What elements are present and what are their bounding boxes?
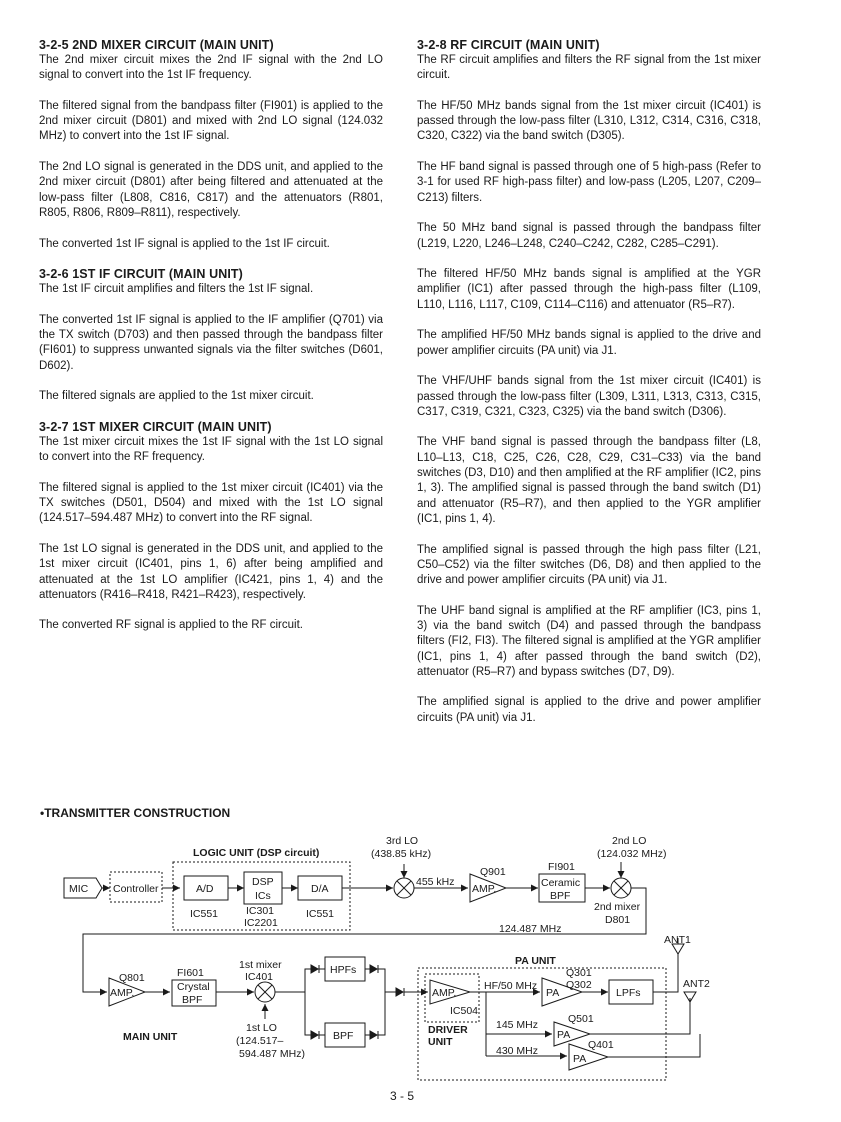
paragraph: The converted 1st IF signal is applied to the IF amplifier (Q701) via the TX switch (D703) and then passed through the bandpass filter (FI601) to suppress unwanted signals via the filter switches (D601, D602). bbox=[39, 313, 383, 372]
transmitter-block-diagram bbox=[0, 826, 841, 1086]
lo2-freq: (124.032 MHz) bbox=[597, 848, 667, 860]
mixer2-label: 2nd mixer bbox=[594, 901, 641, 913]
ant2-label: ANT2 bbox=[683, 978, 710, 990]
hf50-label: HF/50 MHz bbox=[484, 980, 538, 992]
section-2nd-mixer bbox=[39, 38, 383, 252]
q801-label: Q801 bbox=[119, 972, 145, 984]
section-title: 3-2-6 1ST IF CIRCUIT (MAIN UNIT) bbox=[39, 267, 243, 282]
fi601-label: FI601 bbox=[177, 967, 204, 979]
section-title: 3-2-8 RF CIRCUIT (MAIN UNIT) bbox=[417, 38, 600, 52]
ic401-label: IC401 bbox=[245, 971, 274, 983]
mic-label: MIC bbox=[69, 883, 89, 895]
q301-label: Q301 bbox=[566, 967, 592, 979]
bpf3-label: BPF bbox=[333, 1030, 354, 1042]
section-title: 3-2-7 1ST MIXER CIRCUIT (MAIN UNIT) bbox=[39, 419, 272, 434]
paragraph: The filtered signal is applied to the 1st mixer circuit (IC401) via the TX switches (D501, D504) and mixed with the 1st LO signal (124.517–594.487 MHz) to convert into the RF signal. bbox=[39, 481, 383, 525]
q302-label: Q302 bbox=[566, 979, 592, 991]
ant1-label: ANT1 bbox=[664, 934, 691, 946]
page-number: 3 - 5 bbox=[390, 1089, 415, 1103]
q901-label: Q901 bbox=[480, 866, 506, 878]
bpf-label: BPF bbox=[550, 890, 571, 902]
lo3-freq: (438.85 kHz) bbox=[371, 848, 432, 860]
transmitter-construction-title: •TRANSMITTER CONSTRUCTION bbox=[40, 806, 231, 820]
lo2-label: 2nd LO bbox=[612, 835, 647, 847]
amp3-label: AMP. bbox=[432, 987, 457, 999]
driver-label: DRIVER bbox=[428, 1024, 468, 1036]
paragraph: The UHF band signal is amplified at the RF amplifier (IC3, pins 1, 3) via the band switch (D4) and passed through the bandpass filters (FI2, FI3). The filtered signal is amplified at the YGR amplifier (IC1, pins 1, 4) after passed through the band switch (D2), attenuator (R5–R7) and bypass switches (D7, D9). bbox=[417, 604, 761, 678]
paragraph: The amplified HF/50 MHz bands signal is applied to the drive and power amplifier circuits (PA unit) via J1. bbox=[417, 329, 761, 357]
freq-430-label: 430 MHz bbox=[496, 1045, 539, 1057]
dsp-label: DSP bbox=[252, 876, 274, 888]
pa1-label: PA bbox=[546, 987, 560, 999]
paragraph: The filtered signal from the bandpass filter (FI901) is applied to the 2nd mixer circuit (D801) and mixed with 2nd LO signal (124.032 MHz) to convert into the 1st IF signal. bbox=[39, 99, 383, 143]
right-column bbox=[417, 38, 761, 741]
lo1-label: 1st LO bbox=[246, 1022, 277, 1034]
paragraph: The filtered signals are applied to the 1st mixer circuit. bbox=[39, 390, 314, 403]
da-label: D/A bbox=[311, 883, 329, 895]
ad-label: A/D bbox=[196, 883, 214, 895]
paragraph: The VHF band signal is passed through the bandpass filter (L8, L10–L13, C18, C25, C26, C28, C29, C31–C33) via the band switches (D3, D10) and then amplified at the RF amplifier (IC2, pins 1, 3). The amplified signal is passed through the band switch (D1) and attenuator (R5–R7), and then applied to the YGR amplifier (IC1, pins 1, 4). bbox=[417, 436, 761, 525]
paragraph: The amplified signal is applied to the drive and power amplifier circuits (PA unit) via J1. bbox=[417, 696, 761, 724]
controller-label: Controller bbox=[113, 883, 159, 895]
lo1-freq-b: 594.487 MHz) bbox=[239, 1048, 305, 1060]
mixer1-label: 1st mixer bbox=[239, 959, 282, 971]
main-unit-label: MAIN UNIT bbox=[123, 1031, 178, 1043]
pa2-label: PA bbox=[557, 1029, 571, 1041]
amp2-label: AMP. bbox=[110, 987, 135, 999]
paragraph: The converted RF signal is applied to the RF circuit. bbox=[39, 619, 303, 632]
lpfs-label: LPFs bbox=[616, 987, 641, 999]
pa-unit-label: PA UNIT bbox=[515, 955, 556, 967]
lo1-freq-a: (124.517– bbox=[236, 1035, 284, 1047]
paragraph: The RF circuit amplifies and filters the RF signal from the 1st mixer circuit. bbox=[417, 54, 761, 82]
paragraph: The filtered HF/50 MHz bands signal is amplified at the YGR amplifier (IC1) after passed through the high-pass filter (L109, L110, L116, L117, C109, C114–C116) and attenuator (R5–R7). bbox=[417, 268, 761, 311]
section-title: 3-2-5 2ND MIXER CIRCUIT (MAIN UNIT) bbox=[39, 38, 274, 52]
section-1st-mixer bbox=[39, 420, 383, 634]
ic2201-label: IC2201 bbox=[244, 917, 278, 929]
ic301-label: IC301 bbox=[246, 905, 275, 917]
crystal-label: Crystal bbox=[177, 981, 210, 993]
paragraph: The 1st LO signal is generated in the DDS unit, and applied to the 1st mixer circuit (IC401, pins 1, 6) after being amplified and attenuated at the 1st LO amplifier (IC421, pins 1, 4) and the attenuators (R416–R418, R421–R423), respectively. bbox=[39, 542, 383, 601]
q401-label: Q401 bbox=[588, 1039, 614, 1051]
paragraph: The 2nd mixer circuit mixes the 2nd IF signal with the 2nd LO signal to convert into the 1st IF frequency. bbox=[39, 54, 383, 82]
lo3-label: 3rd LO bbox=[386, 835, 419, 847]
paragraph: The HF/50 MHz bands signal from the 1st mixer circuit (IC401) is passed through the low-pass filter (L310, L312, C314, C316, C318, C320, C322) via the band switch (D305). bbox=[417, 99, 761, 143]
ic551a-label: IC551 bbox=[190, 908, 219, 920]
hpfs-label: HPFs bbox=[330, 964, 357, 976]
paragraph: The VHF/UHF bands signal from the 1st mixer circuit (IC401) is passed through the low-pass filter (L309, L311, L313, C313, C315, C317, C319, C321, C323, C325) via the band switch (D306). bbox=[417, 375, 761, 418]
paragraph: The 50 MHz band signal is passed through the bandpass filter (L219, L220, L246–L248, C240–C242, C282, C285–C291). bbox=[417, 222, 761, 250]
fi901-label: FI901 bbox=[548, 861, 575, 873]
amp-label: AMP. bbox=[472, 883, 497, 895]
logic-unit-label: LOGIC UNIT (DSP circuit) bbox=[193, 847, 320, 859]
freq-124-label: 124.487 MHz bbox=[499, 923, 562, 935]
paragraph: The HF band signal is passed through one of 5 high-pass (Refer to 3-1 for used RF high-pass filter) and low-pass (L205, L207, C209–C213) filters. bbox=[417, 161, 761, 204]
ic504-label: IC504 bbox=[450, 1005, 479, 1017]
left-column bbox=[39, 38, 383, 649]
freq-145-label: 145 MHz bbox=[496, 1019, 539, 1031]
paragraph: The converted 1st IF signal is applied to the 1st IF circuit. bbox=[39, 237, 330, 250]
d801-label: D801 bbox=[605, 914, 631, 926]
bpf2-label: BPF bbox=[182, 994, 203, 1006]
section-1st-if bbox=[39, 267, 383, 404]
pa3-label: PA bbox=[573, 1053, 587, 1065]
paragraph: The amplified signal is passed through the high pass filter (L21, C50–C52) via the filter switches (D6, D8) and then applied to the drive and power amplifier circuits (PA unit) via J1. bbox=[417, 543, 761, 587]
ic551b-label: IC551 bbox=[306, 908, 335, 920]
freq-455-label: 455 kHz bbox=[416, 876, 455, 888]
paragraph: The 1st mixer circuit mixes the 1st IF signal with the 1st LO signal to convert into the RF frequency. bbox=[39, 435, 383, 464]
q501-label: Q501 bbox=[568, 1013, 594, 1025]
ics-label: ICs bbox=[255, 890, 271, 902]
ceramic-label: Ceramic bbox=[541, 877, 581, 889]
paragraph: The 2nd LO signal is generated in the DDS unit, and applied to the 2nd mixer circuit (D801) after being filtered and attenuated at the low-pass filter (L808, C816, C817) and the attenuators (R801, R805, R806, R809–R811), respectively. bbox=[39, 161, 383, 219]
unit-label: UNIT bbox=[428, 1036, 453, 1048]
paragraph: The 1st IF circuit amplifies and filters the 1st IF signal. bbox=[39, 283, 314, 296]
